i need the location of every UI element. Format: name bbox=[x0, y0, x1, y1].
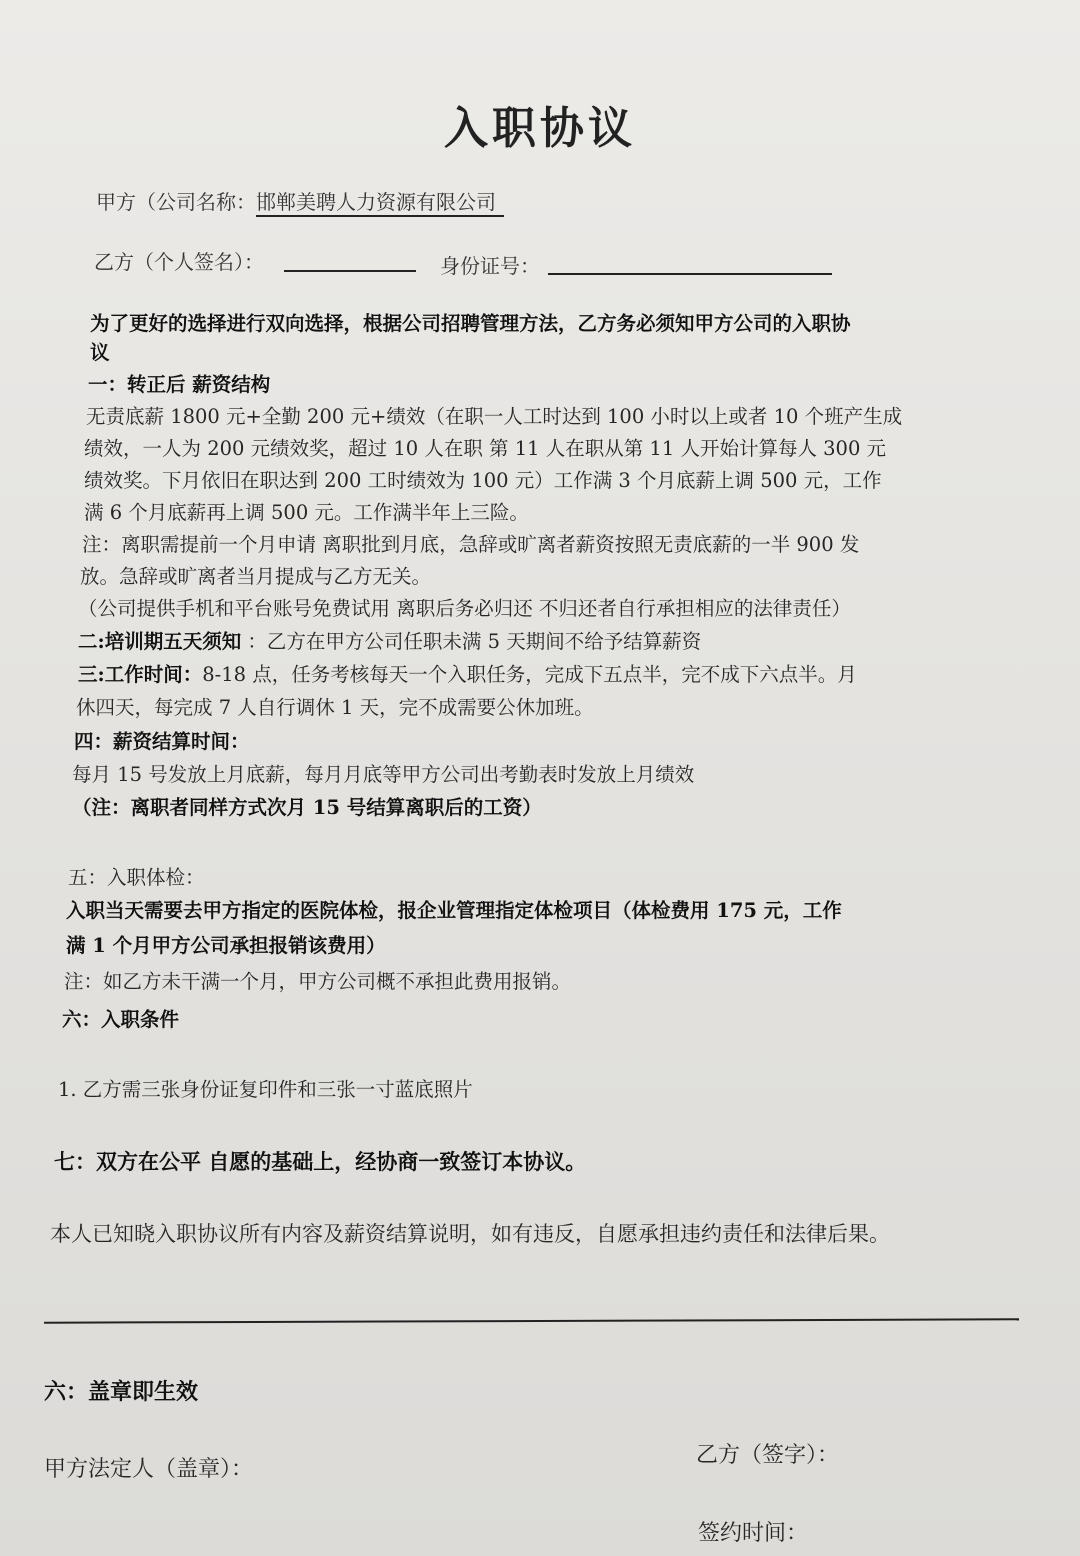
section-5-line-1: 入职当天需要去甲方指定的医院体检，报企业管理指定体检项目（体检费用 175 元，工作 bbox=[66, 899, 842, 922]
intro-line-2: 议 bbox=[90, 341, 110, 364]
section-5-line-2: 满 1 个月甲方公司承担报销该费用） bbox=[66, 934, 386, 957]
id-number-label: 身份证号： bbox=[440, 254, 540, 278]
section-6-item: 1. 乙方需三张身份证复印件和三张一寸蓝底照片 bbox=[58, 1078, 473, 1101]
section-1-line: 绩效，一人为 200 元绩效奖，超过 10 人在职 第 11 人在职从第 11 人开始计算每人 300 元 bbox=[84, 437, 887, 460]
party-b-label: 乙方（个人签名）： bbox=[94, 250, 264, 274]
section-3-heading: 三:工作时间： bbox=[78, 663, 203, 686]
section-1-line: 满 6 个月底薪再上调 500 元。工作满半年上三险。 bbox=[84, 501, 529, 524]
intro-line-1: 为了更好的选择进行双向选择，根据公司招聘管理方法，乙方务必须知甲方公司的入职协 bbox=[90, 312, 851, 335]
section-5-heading: 五：入职体检： bbox=[68, 866, 205, 889]
section-7-heading: 七：双方在公平 自愿的基础上，经协商一致签订本协议。 bbox=[54, 1149, 587, 1174]
section-3-row bbox=[78, 659, 857, 691]
section-5-note: 注：如乙方未干满一个月，甲方公司概不承担此费用报销。 bbox=[64, 970, 572, 993]
party-b-signature-blank[interactable] bbox=[284, 270, 416, 272]
section-4-heading: 四：薪资结算时间： bbox=[74, 730, 250, 753]
party-b-signature-label: 乙方（签字）： bbox=[696, 1443, 840, 1468]
section-4-line-2: （注：离职者同样方式次月 15 号结算离职后的工资） bbox=[72, 796, 542, 819]
section-2-heading: 二:培训期五天须知 bbox=[78, 630, 242, 653]
section-1-heading: 一：转正后 薪资结构 bbox=[88, 373, 271, 396]
section-1-note: 注：离职需提前一个月申请 离职批到月底，急辞或旷离者薪资按照无责底薪的一半 900 发 bbox=[82, 533, 860, 556]
id-number-blank[interactable] bbox=[548, 273, 832, 275]
party-a-label: 甲方（公司名称： bbox=[96, 190, 256, 214]
company-name: 邯郸美聘人力资源有限公司 bbox=[256, 186, 504, 217]
section-2-row bbox=[78, 626, 701, 658]
section-3-line-2: 休四天，每完成 7 人自行调休 1 天，完不成需要公休加班。 bbox=[76, 696, 594, 719]
party-a-row bbox=[96, 186, 504, 217]
divider-line bbox=[44, 1318, 1019, 1323]
section-1-note: 放。急辞或旷离者当月提成与乙方无关。 bbox=[80, 565, 432, 588]
section-1-line: 无责底薪 1800 元+全勤 200 元+绩效（在职一人工时达到 100 小时以上或者 10 个班产生成 bbox=[86, 405, 903, 428]
section-1-line: 绩效奖。下月依旧在职达到 200 工时绩效为 100 元）工作满 3 个月底薪上调 500 元，工作 bbox=[84, 469, 882, 492]
signing-date-label: 签约时间： bbox=[698, 1521, 809, 1546]
section-6-heading: 六：入职条件 bbox=[62, 1008, 180, 1031]
section-2-text: ：乙方在甲方公司任职未满 5 天期间不给予结算薪资 bbox=[247, 630, 702, 653]
section-3-line-1: 8-18 点，任务考核每天一个入职任务，完成下五点半，完不成下六点半。月 bbox=[202, 663, 857, 686]
page-title: 入职协议 bbox=[444, 103, 636, 154]
acknowledgement-text: 本人已知晓入职协议所有内容及薪资结算说明，如有违反，自愿承担违约责任和法律后果。 bbox=[50, 1222, 890, 1246]
party-a-signature-label: 甲方法定人（盖章）： bbox=[44, 1457, 254, 1482]
section-4-line-1: 每月 15 号发放上月底薪，每月月底等甲方公司出考勤表时发放上月绩效 bbox=[72, 763, 695, 786]
section-1-note: （公司提供手机和平台账号免费试用 离职后务必归还 不归还者自行承担相应的法律责任） bbox=[78, 597, 851, 620]
effective-heading: 六：盖章即生效 bbox=[44, 1379, 199, 1405]
